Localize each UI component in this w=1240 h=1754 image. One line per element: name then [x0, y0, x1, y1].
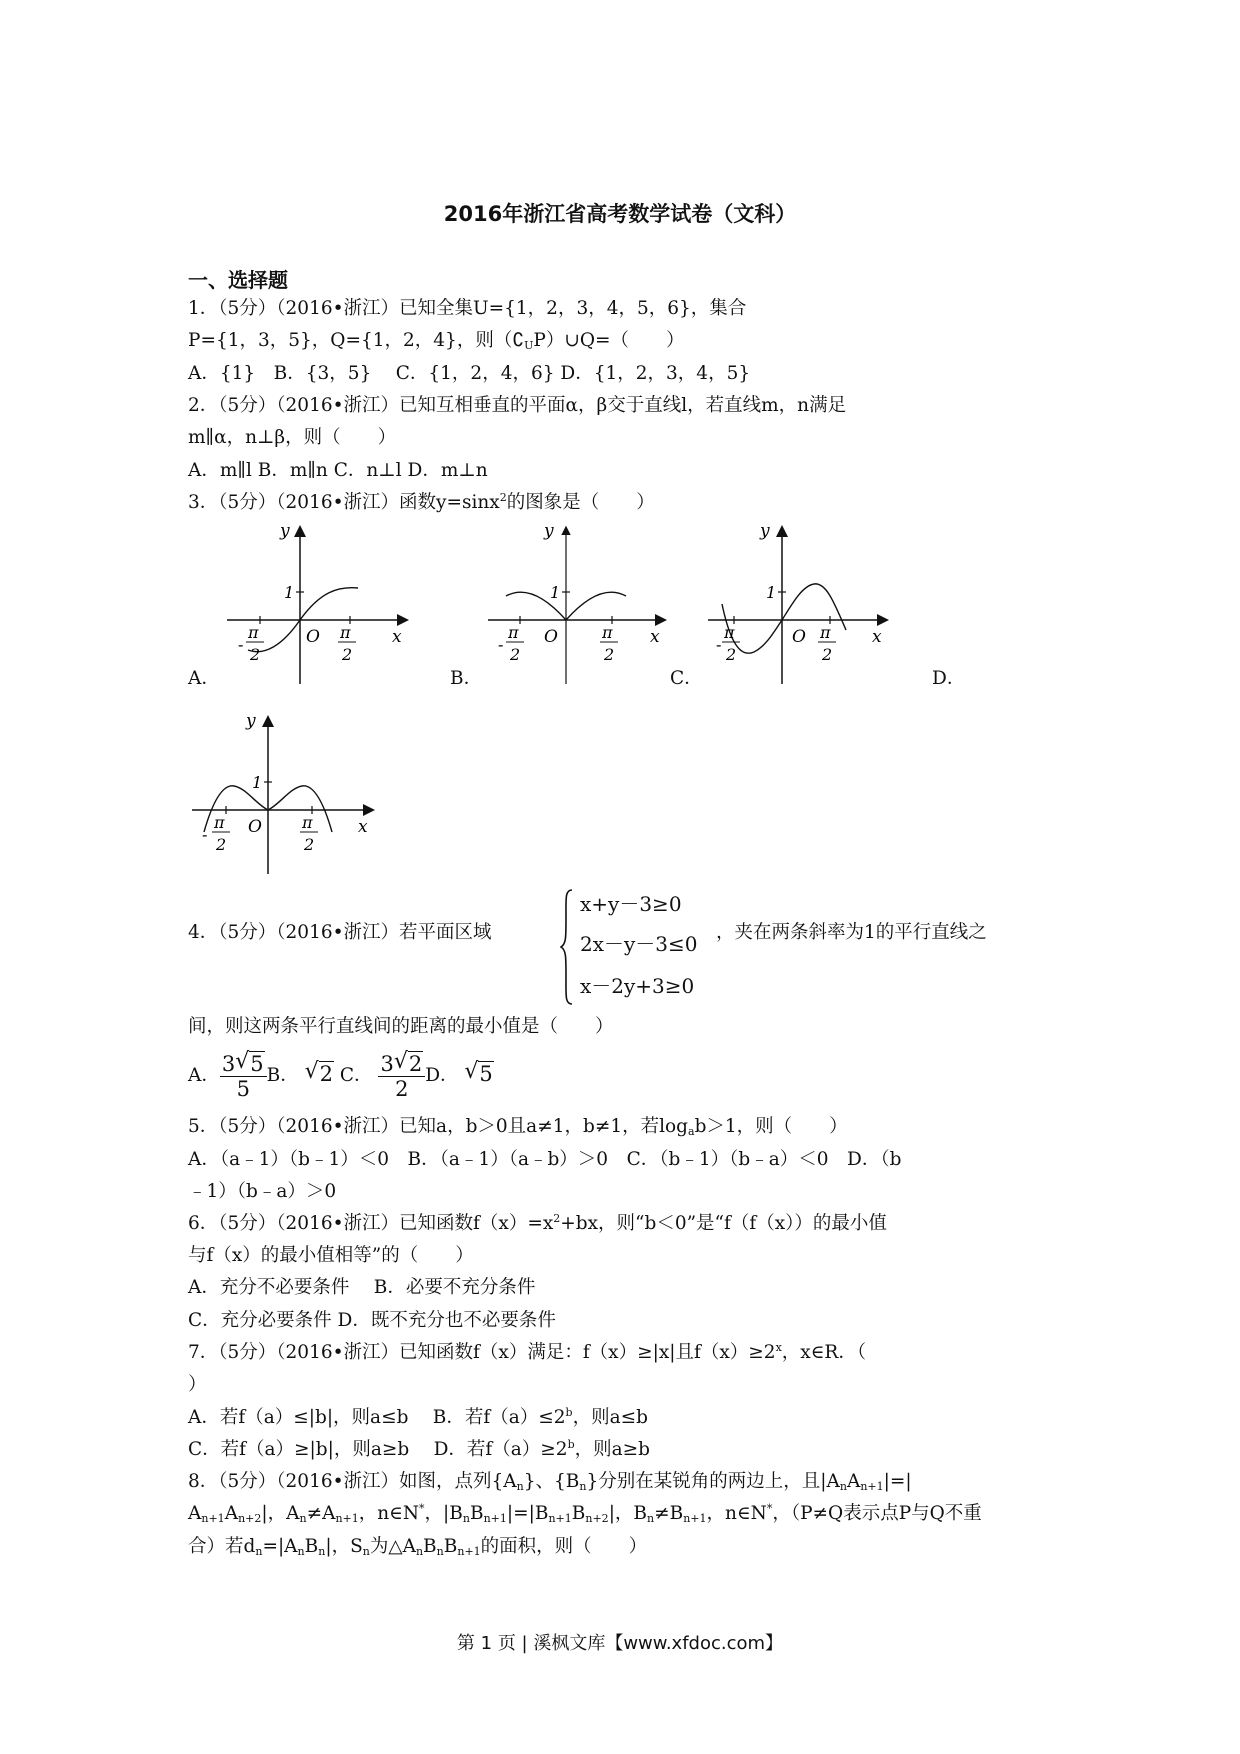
q3-stem [188, 490, 655, 516]
section-heading: 一、选择题 [188, 268, 288, 292]
frac-coef: 3 [221, 1051, 236, 1076]
frac-coef: 3 [380, 1051, 394, 1076]
s: n+1 [201, 1512, 225, 1525]
pi-label: π [302, 813, 313, 832]
frac-den: 5 [236, 1076, 250, 1101]
t: ≠A [306, 1503, 336, 1524]
q4-opt-a-label: A． [188, 1065, 220, 1086]
q1-line-2-b: P）∪Q=（ ） [533, 330, 685, 351]
q7-line-1-a: 7．（5分）（2016•浙江）已知函数f（x）满足：f（x）≥|x|且f（x）≥2 [188, 1342, 776, 1363]
s: n [462, 1512, 470, 1525]
graph-option-b [484, 522, 674, 686]
t: }、{B [523, 1471, 580, 1492]
q6-line-4: C．充分必要条件 D．既不充分也不必要条件 [188, 1310, 556, 1331]
s: * [766, 1502, 773, 1515]
y-axis-label: y [246, 712, 256, 731]
graph-option-d [188, 712, 378, 876]
t: |=| [883, 1471, 912, 1492]
q7-line-3 [188, 1405, 648, 1431]
page-title: 2016年浙江省高考数学试卷（文科） [443, 202, 797, 226]
s: n [415, 1545, 424, 1558]
two-label: 2 [822, 645, 833, 664]
q7-line-1-b: ，x∈R．（ [781, 1342, 867, 1363]
q4-stem-post: ，夹在两条斜率为1的平行直线之 [716, 922, 987, 943]
x-axis-label: x [358, 817, 368, 837]
inequality-1: x+y－3≥0 [580, 892, 682, 916]
s: n+1 [548, 1512, 572, 1525]
pi-label: π [248, 623, 259, 642]
q4-line-2: 间，则这两条平行直线间的距离的最小值是（ ） [188, 1016, 614, 1037]
s: n [647, 1512, 655, 1525]
q2-line-2: m∥α，n⊥β，则（ ） [188, 427, 397, 448]
q2-line-1: 2．（5分）（2016•浙江）已知互相垂直的平面α，β交于直线l，若直线m，n满足 [188, 395, 847, 416]
q8-line-2 [188, 1501, 982, 1527]
two-label: 2 [250, 645, 261, 664]
radicand: 5 [479, 1062, 493, 1086]
t: ≠B [654, 1503, 684, 1524]
neg-sign: - [238, 635, 244, 654]
t: |，S [325, 1536, 363, 1557]
s: n [579, 1480, 587, 1493]
q1-options: A．{1} B．{3，5} C．{1，2，4，6} D．{1，2，3，4，5} [188, 363, 751, 384]
pi-label: π [508, 623, 519, 642]
s: n+2 [238, 1512, 262, 1525]
s: n [362, 1545, 370, 1558]
y-axis-label: y [544, 522, 554, 541]
radicand: 5 [250, 1051, 264, 1076]
q3-label-d: D． [932, 668, 966, 689]
t: A [846, 1471, 861, 1492]
pi-label: π [340, 623, 351, 642]
s: * [419, 1502, 425, 1515]
q4-stem-pre: 4．（5分）（2016•浙江）若平面区域 [188, 922, 492, 943]
t: |=|B [506, 1503, 549, 1524]
q4-opt-d-label: D． [425, 1065, 459, 1086]
s: n [839, 1480, 847, 1493]
q6-line-3: A．充分不必要条件 B．必要不充分条件 [188, 1277, 536, 1298]
q4-opt-a-frac [220, 1052, 267, 1101]
q4-opt-d-root [464, 1044, 493, 1104]
inequality-system [560, 888, 740, 1008]
t: B [469, 1503, 484, 1524]
frac-den: 2 [395, 1076, 409, 1101]
graph-option-c [704, 522, 894, 686]
origin-label: O [792, 627, 806, 647]
q4-opt-c-frac [378, 1052, 425, 1101]
s: n+2 [585, 1512, 609, 1525]
q5-line-3: ﹣1）（b﹣a）＞0 [188, 1181, 337, 1202]
t: ，n∈N [358, 1503, 420, 1524]
t: 为△A [369, 1536, 416, 1557]
x-axis-label: x [650, 627, 660, 647]
radicand: 2 [319, 1062, 333, 1086]
log-base: a [688, 1125, 695, 1138]
t: 的面积，则（ ） [480, 1536, 648, 1557]
q3-stem-a: 3．（5分）（2016•浙江）函数y=sinx [188, 492, 500, 513]
q5-line-1-a: 5．（5分）（2016•浙江）已知a，b＞0且a≠1，b≠1，若log [188, 1116, 688, 1137]
two-label: 2 [510, 645, 521, 664]
q4-opt-c-label: C． [339, 1065, 373, 1086]
q1-line-2-a: P={1，3，5}，Q={1，2，4}，则（ [188, 330, 513, 351]
two-label: 2 [342, 645, 353, 664]
q6-line-1-a: 6．（5分）（2016•浙江）已知函数f（x）=x [188, 1213, 554, 1234]
x-axis-label: x [872, 627, 882, 647]
curve-c [722, 584, 846, 653]
t: B [443, 1536, 458, 1557]
two-label: 2 [304, 835, 315, 854]
two-label: 2 [726, 645, 737, 664]
neg-sign: - [716, 635, 722, 654]
t: A [188, 1503, 202, 1524]
q5-line-1 [188, 1114, 848, 1140]
q1-line-1: 1．（5分）（2016•浙江）已知全集U={1，2，3，4，5，6}，集合 [188, 298, 747, 319]
neg-sign: - [202, 825, 208, 844]
q7-line-3-a: A．若f（a）≤|b|，则a≤b B．若f（a）≤2 [188, 1407, 566, 1428]
q8-line-3 [188, 1534, 647, 1560]
t: 合）若d [188, 1536, 256, 1557]
q8-line-1 [188, 1469, 912, 1495]
q2-options: A．m∥l B．m∥n C．n⊥l D．m⊥n [188, 460, 488, 481]
q3-label-b: B． [450, 668, 483, 689]
tick-1-label: 1 [550, 583, 561, 602]
s: n [255, 1545, 263, 1558]
t: }分别在某锐角的两边上，且|A [586, 1471, 840, 1492]
q3-label-a: A． [188, 668, 220, 689]
t: B [423, 1536, 437, 1557]
origin-label: O [544, 627, 558, 647]
q7-line-4 [188, 1437, 650, 1463]
t: ，n∈N [706, 1503, 767, 1524]
q7-line-3-b: ，则a≤b [572, 1407, 648, 1428]
tick-1-label: 1 [252, 773, 263, 792]
y-axis-label: y [280, 522, 290, 541]
q6-line-1-b: +bx，则“b＜0”是“f（f（x））的最小值 [560, 1213, 887, 1234]
q7-sup: b [565, 1406, 573, 1419]
s: n [299, 1512, 307, 1525]
t: ，|B [424, 1503, 463, 1524]
q4-options [188, 1044, 494, 1106]
two-label: 2 [216, 835, 227, 854]
tick-1-label: 1 [766, 583, 777, 602]
brace-icon [560, 888, 574, 1006]
q6-line-2: 与f（x）的最小值相等”的（ ） [188, 1245, 474, 1266]
q7-line-2: ） [188, 1374, 207, 1395]
t: B [304, 1536, 319, 1557]
s: n [297, 1545, 305, 1558]
pi-label: π [214, 813, 225, 832]
s: n+1 [483, 1512, 507, 1525]
q3-label-c: C． [670, 668, 703, 689]
s: n+1 [683, 1512, 707, 1525]
t: ，（P≠Q表示点P与Q不重 [772, 1503, 982, 1524]
q3-stem-sup: 2 [499, 491, 507, 504]
q4-opt-b-root [305, 1044, 334, 1104]
t: A [224, 1503, 239, 1524]
q4-opt-b-label: B． [266, 1065, 299, 1086]
inequality-3: x－2y+3≥0 [580, 974, 695, 998]
t: B [571, 1503, 586, 1524]
t: 8．（5分）（2016•浙江）如图，点列{A [188, 1471, 517, 1492]
q3-stem-b: 的图象是（ ） [506, 492, 655, 513]
q5-line-1-b: b＞1，则（ ） [694, 1116, 848, 1137]
q5-line-2: A．（a﹣1）（b﹣1）＜0 B．（a﹣1）（a﹣b）＞0 C．（b﹣1）（b﹣a）＜0 D．（b [188, 1149, 902, 1170]
q7-line-4-a: C．若f（a）≥|b|，则a≥b D．若f（a）≥2 [188, 1439, 568, 1460]
t: =|A [262, 1536, 298, 1557]
q7-sup: b [567, 1438, 575, 1451]
origin-label: O [248, 817, 262, 837]
page-footer: 第 1 页 | 溪枫文库【www.xfdoc.com】 [456, 1633, 784, 1654]
y-axis-label: y [760, 522, 770, 541]
tick-1-label: 1 [284, 583, 295, 602]
s: n [516, 1480, 524, 1493]
pi-label: π [820, 623, 831, 642]
q1-line-2 [188, 328, 685, 354]
t: |，A [261, 1503, 300, 1524]
t: |，B [608, 1503, 648, 1524]
complement-symbol: ∁ [512, 330, 525, 351]
q7-sup: x [775, 1341, 782, 1354]
graph-option-a [222, 522, 412, 686]
origin-label: O [306, 627, 320, 647]
x-axis-label: x [392, 627, 402, 647]
s: n+1 [860, 1480, 884, 1493]
pi-label: π [724, 623, 735, 642]
s: n+1 [335, 1512, 359, 1525]
s: n [436, 1545, 444, 1558]
pi-label: π [602, 623, 613, 642]
q7-line-4-b: ，则a≥b [574, 1439, 650, 1460]
q6-line-1 [188, 1211, 887, 1237]
neg-sign: - [498, 635, 504, 654]
complement-sub: U [524, 339, 534, 352]
q6-sup: 2 [553, 1212, 561, 1225]
s: n [318, 1545, 326, 1558]
s: n+1 [457, 1545, 481, 1558]
two-label: 2 [604, 645, 615, 664]
q7-line-1 [188, 1340, 866, 1366]
radicand: 2 [408, 1051, 423, 1076]
inequality-2: 2x－y－3≤0 [580, 932, 698, 956]
